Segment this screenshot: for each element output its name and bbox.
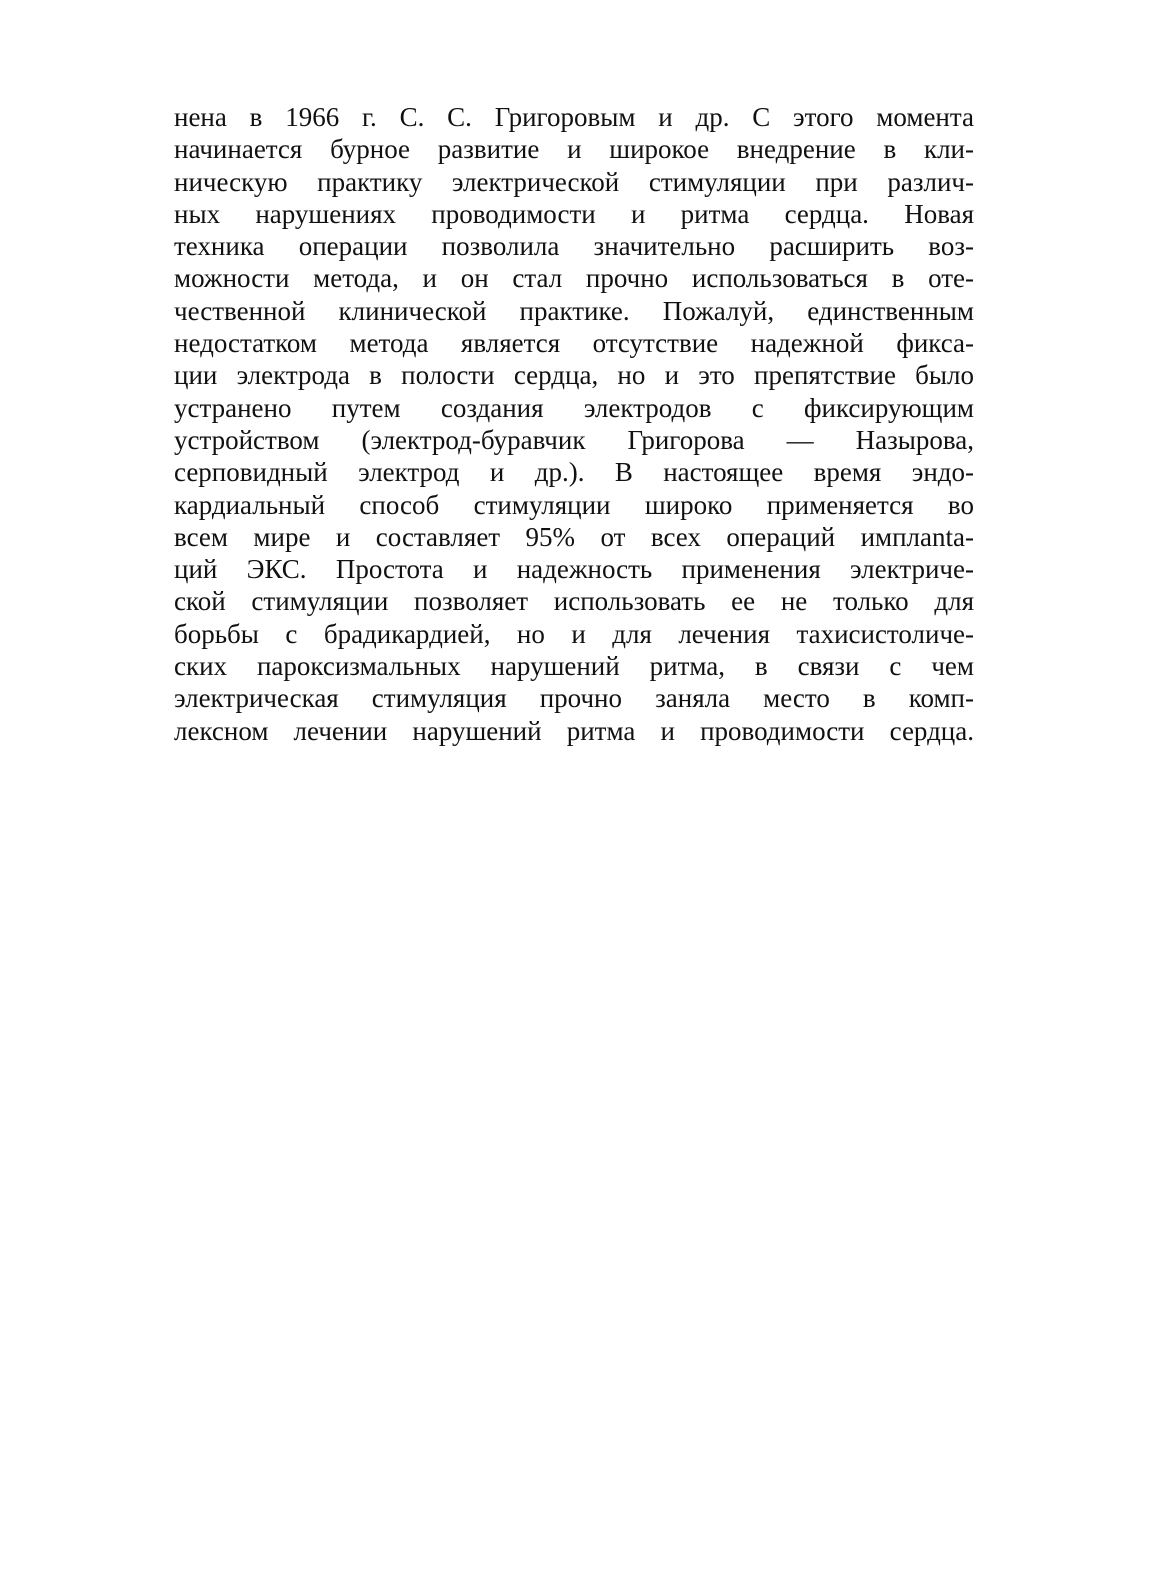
text-line: устранено путем создания электродов с фиксирующим [174, 392, 974, 423]
text-line: кардиальный способ стимуляции широко применяется во [174, 489, 974, 520]
text-line: можности метода, и он стал прочно использоваться в оте- [174, 263, 974, 294]
text-line: ции электрода в полости сердца, но и это препятствие было [174, 360, 974, 391]
text-line: недостатком метода является отсутствие надежной фикса- [174, 328, 974, 359]
text-line: устройством (электрод-буравчик Григорова — Назырова, [174, 424, 974, 455]
text-line: ских пароксизмальных нарушений ритма, в связи с чем [174, 651, 974, 682]
text-line: электрическая стимуляция прочно заняла место в комп- [174, 683, 974, 714]
text-line: ций ЭКС. Простота и надежность применения электриче- [174, 554, 974, 585]
text-line: ных нарушениях проводимости и ритма сердца. Новая [174, 198, 974, 229]
text-line: техника операции позволила значительно расширить воз- [174, 231, 974, 262]
text-line: ской стимуляции позволяет использовать ее не только для [174, 586, 974, 617]
text-line: нена в 1966 г. С. С. Григоровым и др. С этого момента [174, 102, 974, 132]
body-paragraph [174, 101, 974, 747]
text-line: начинается бурное развитие и широкое внедрение в кли- [174, 134, 974, 165]
text-line: серповидный электрод и др.). В настоящее время эндо- [174, 457, 974, 488]
text-line: лексном лечении нарушений ритма и проводимости сердца. [174, 715, 974, 746]
text-line: всем мире и составляет 95% от всех операций имплanta- [174, 521, 974, 552]
text-line: борьбы с брадикардией, но и для лечения тахисистоличе- [174, 618, 974, 649]
text-line: ническую практику электрической стимуляции при различ- [174, 166, 974, 197]
text-line: чественной клинической практике. Пожалуй, единственным [174, 295, 974, 326]
